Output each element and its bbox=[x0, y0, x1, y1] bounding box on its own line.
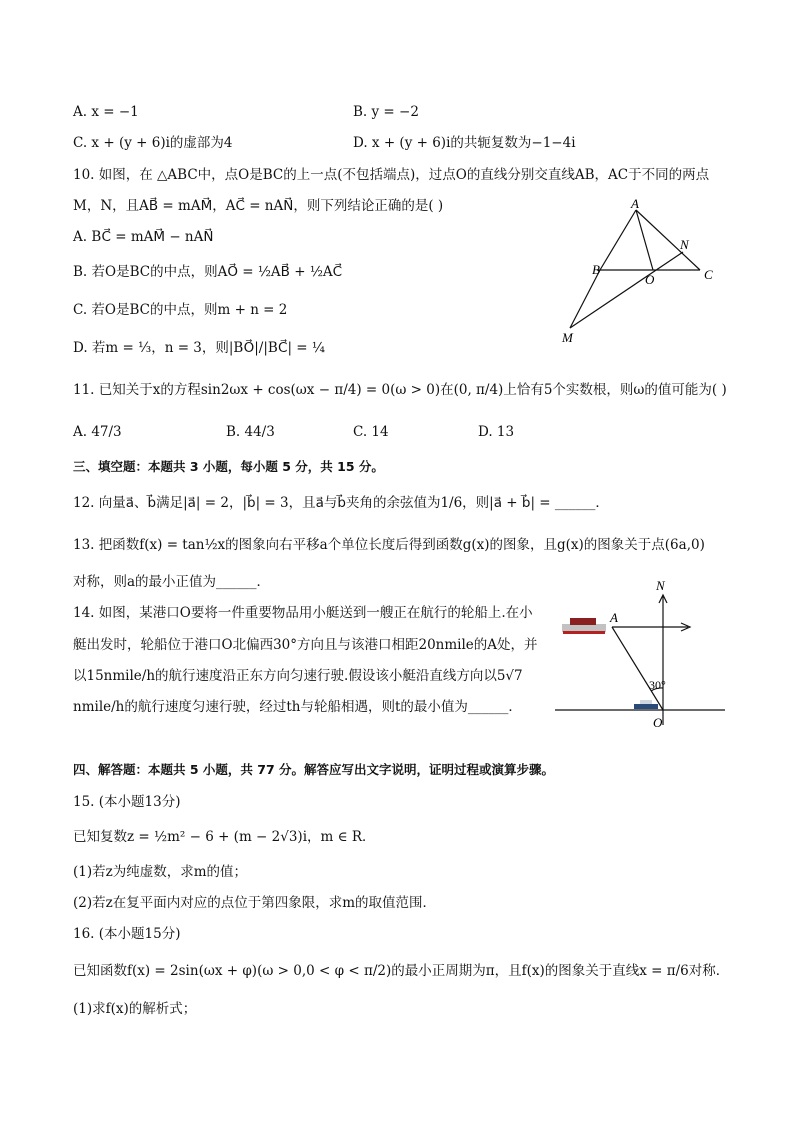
label-angle-30: 30° bbox=[649, 678, 666, 692]
q10-option-c: C. 若O是BC的中点，则m + n = 2 bbox=[73, 302, 288, 318]
segment-bm bbox=[570, 270, 600, 328]
q11-option-a: A. 47/3 bbox=[73, 424, 122, 440]
q15-part2: (2)若z在复平面内对应的点位于第四象限，求m的取值范围． bbox=[73, 895, 437, 911]
q9-option-d: D. x + (y + 6)i的共轭复数为−1−4i bbox=[353, 135, 576, 151]
q10-option-b: B. 若O是BC的中点，则AO⃗ = ½AB⃗ + ½AC⃗ bbox=[73, 264, 343, 280]
label-b: B bbox=[592, 262, 600, 277]
segment-ao-q14 bbox=[612, 627, 663, 710]
q14-stem-line3: 以15nmile/h的航行速度沿正东方向匀速行驶.假设该小艇沿直线方向以5√7 bbox=[73, 668, 523, 684]
segment-ac bbox=[636, 210, 700, 270]
q13-stem-line2: 对称，则a的最小正值为______． bbox=[73, 574, 271, 590]
label-a: A bbox=[631, 196, 639, 211]
label-a-q14: A bbox=[610, 610, 618, 625]
q16-stem: 已知函数f(x) = 2sin(ωx + φ)(ω > 0,0 < φ < π/2)的最小正周期为π，且f(x)的图象关于直线x = π/6对称． bbox=[73, 963, 730, 979]
q14-stem-line1: 14. 如图，某港口O要将一件重要物品用小艇送到一艘正在航行的轮船上.在小 bbox=[73, 605, 533, 621]
section-3-heading: 三、填空题：本题共 3 小题，每小题 5 分，共 15 分。 bbox=[73, 459, 384, 474]
q9-option-a: A. x = −1 bbox=[73, 104, 139, 120]
q10-triangle-figure bbox=[555, 195, 725, 350]
label-o-q14: O bbox=[653, 715, 663, 730]
q14-stem-line2: 艇出发时，轮船位于港口O北偏西30°方向且与该港口相距20nmile的A处，并 bbox=[73, 637, 538, 653]
q15-part1: (1)若z为纯虚数，求m的值； bbox=[73, 864, 248, 880]
q11-stem: 11. 已知关于x的方程sin2ωx + cos(ωx − π/4) = 0(ω > 0)在(0, π/4)上恰有5个实数根，则ω的值可能为( ) bbox=[73, 382, 727, 398]
q15-title: 15. (本小题13分) bbox=[73, 794, 181, 810]
ship-icon bbox=[562, 618, 606, 634]
q16-title: 16. (本小题15分) bbox=[73, 926, 181, 942]
q10-stem-line2: M，N，且AB⃗ = mAM⃗，AC⃗ = nAN⃗，则下列结论正确的是( ) bbox=[73, 198, 444, 214]
label-m: M bbox=[562, 330, 573, 345]
label-n: N bbox=[680, 237, 689, 252]
q9-option-c: C. x + (y + 6)i的虚部为4 bbox=[73, 135, 233, 151]
q10-stem-line1: 10. 如图，在 △ABC中，点O是BC的上一点(不包括端点)，过点O的直线分别交直线AB，AC于不同的两点 bbox=[73, 167, 710, 183]
q11-option-c: C. 14 bbox=[353, 424, 389, 440]
segment-ao bbox=[636, 210, 653, 270]
section-4-heading: 四、解答题：本题共 5 小题，共 77 分。解答应写出文字说明，证明过程或演算步骤。 bbox=[73, 762, 555, 777]
q10-option-d: D. 若m = ⅓，n = 3，则|BO⃗|/|BC⃗| = ¼ bbox=[73, 340, 325, 356]
label-o: O bbox=[645, 272, 655, 287]
q10-option-a: A. BC⃗ = mAM⃗ − nAN⃗ bbox=[73, 229, 214, 245]
q16-part1: (1)求f(x)的解析式； bbox=[73, 1001, 197, 1017]
q14-stem-line4: nmile/h的航行速度匀速行驶，经过th与轮船相遇，则t的最小值为______． bbox=[73, 699, 522, 715]
q13-stem-line1: 13. 把函数f(x) = tan½x的图象向右平移a个单位长度后得到函数g(x)的图象，且g(x)的图象关于点(6a,0) bbox=[73, 537, 705, 553]
q14-harbor-figure bbox=[552, 576, 730, 734]
q11-option-d: D. 13 bbox=[478, 424, 515, 440]
q12-stem: 12. 向量a⃗、b⃗满足|a⃗| = 2，|b⃗| = 3，且a⃗与b⃗夹角的余弦值为1/6，则|a⃗ + b⃗| = ______． bbox=[73, 495, 609, 511]
label-c: C bbox=[704, 267, 713, 282]
segment-ab bbox=[600, 210, 636, 270]
q9-option-b: B. y = −2 bbox=[353, 104, 419, 120]
boat-icon bbox=[634, 700, 658, 709]
segment-mn bbox=[570, 252, 683, 328]
q15-stem: 已知复数z = ½m² − 6 + (m − 2√3)i，m ∈ R． bbox=[73, 829, 376, 845]
label-n-q14: N bbox=[656, 578, 665, 593]
q11-option-b: B. 44/3 bbox=[226, 424, 275, 440]
